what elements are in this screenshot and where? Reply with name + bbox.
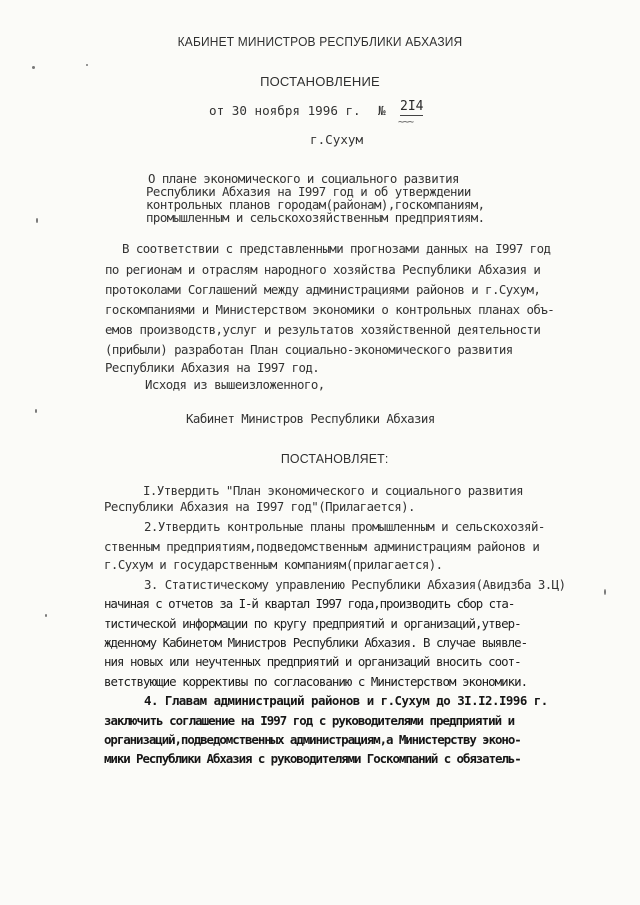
preamble-line: В соответствии с представленными прогнозами данных на I997 год	[122, 241, 551, 256]
scan-speck	[604, 589, 606, 595]
preamble-line: протоколами Соглашений между администрациями районов и г.Сухум,	[105, 282, 541, 297]
subject-line: промышленным и сельскохозяйственным предприятиям.	[146, 210, 485, 225]
item-line: жденному Кабинетом Министров Республики Абхазия. В случае выявле-	[104, 635, 528, 650]
subject-line: контрольных планов городам(районам),госкомпаниям,	[146, 197, 485, 212]
item-line: мики Республики Абхазия с руководителями Госкомпаний с обязатель-	[104, 751, 521, 766]
preamble-line: Республики Абхазия на I997 год.	[105, 360, 320, 375]
document-number: 2I4	[400, 99, 424, 114]
scan-speck	[36, 218, 38, 223]
subject-line: О плане экономического и социального развития	[148, 171, 459, 186]
number-underline-wave: ~~~	[398, 117, 414, 128]
scan-speck	[32, 66, 35, 69]
item-line: ветствующие коррективы по согласованию с Министерством экономики.	[104, 674, 528, 689]
item-line: Республики Абхазия на I997 год"(Прилагается).	[104, 499, 415, 514]
item-line: начиная с отчетов за I-й квартал I997 года,производить сбор ста-	[104, 596, 515, 611]
item-line: заключить соглашение на I997 год с руководителями предприятий и	[104, 713, 515, 728]
scan-speck	[45, 614, 47, 617]
preamble-line: госкомпаниями и Министерством экономики о контрольных планах объ-	[105, 302, 555, 317]
item-line: ния новых или неучтенных предприятий и организаций вносить соот-	[104, 654, 521, 669]
item-line: организаций,подведомственных администрациям,а Министерству эконо-	[104, 732, 521, 747]
decree-word: ПОСТАНОВЛЯЕТ:	[280, 451, 389, 466]
number-sign: №	[378, 103, 386, 118]
issuer-line: Кабинет Министров Республики Абхазия	[186, 411, 435, 426]
item-line: 2.Утвердить контрольные планы промышленным и сельскохозяй-	[144, 519, 545, 534]
scan-speck	[35, 409, 37, 413]
item-line: 4. Главам администраций районов и г.Сухум до 3I.I2.I996 г.	[144, 693, 548, 708]
item-line: тистической информации по кругу предприятий и организаций,утвер-	[104, 616, 521, 631]
item-line: I.Утвердить "План экономического и социального развития	[143, 483, 524, 498]
preamble-line: по регионам и отраслям народного хозяйства Республики Абхазия и	[105, 262, 541, 277]
subject-line: Республики Абхазия на I997 год и об утверждении	[146, 184, 471, 199]
document-city: г.Сухум	[310, 132, 364, 147]
preamble-line: (прибыли) разработан План социально-экономического развития	[105, 342, 513, 357]
document-date: от 30 ноября 1996 г.	[209, 103, 361, 118]
item-line: ственным предприятиям,подведомственным администрациям районов и	[104, 539, 540, 554]
preamble-line: емов производств,услуг и результатов хозяйственной деятельности	[105, 322, 541, 337]
scan-speck	[86, 64, 88, 66]
document-type-heading: ПОСТАНОВЛЕНИЕ	[260, 74, 380, 89]
item-line: г.Сухум и государственным компаниям(прилагается).	[104, 557, 443, 572]
cabinet-title: КАБИНЕТ МИНИСТРОВ РЕСПУБЛИКИ АБХАЗИЯ	[177, 34, 463, 49]
preamble-line: Исходя из вышеизложенного,	[145, 377, 325, 392]
item-line: 3. Статистическому управлению Республики Абхазия(Авидзба З.Ц)	[144, 577, 566, 592]
